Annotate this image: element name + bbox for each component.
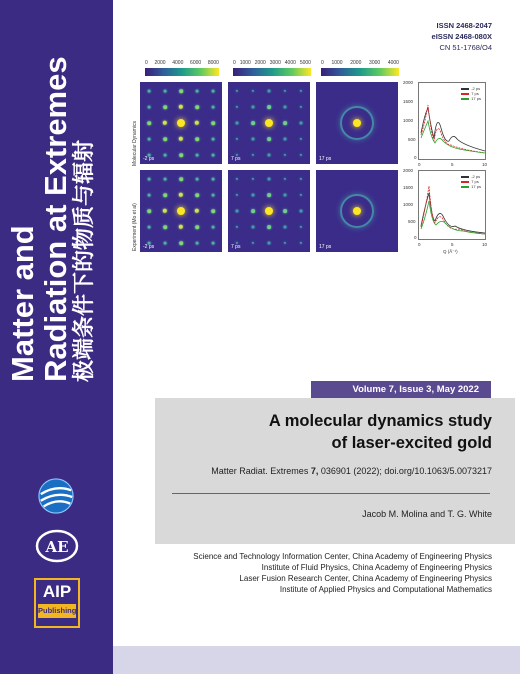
- panel-label: 17 ps: [319, 156, 332, 162]
- y-tick: 0: [414, 235, 417, 240]
- diffraction-spot: [252, 194, 255, 197]
- journal-title-line2: Radiation at Extremes: [38, 56, 73, 382]
- diffraction-spot: [265, 207, 273, 215]
- diffraction-spot: [163, 105, 167, 109]
- diffraction-spot: [267, 137, 271, 141]
- diffraction-spot: [148, 90, 151, 93]
- diffraction-spot: [212, 138, 215, 141]
- diffraction-spot: [251, 121, 255, 125]
- colorbar-tick: 4000: [387, 60, 399, 66]
- colorbar-tick: 3000: [369, 60, 381, 66]
- diffraction-spot: [283, 209, 287, 213]
- diffraction-spot: [212, 154, 215, 157]
- diffraction-spot: [179, 177, 183, 181]
- diffraction-spot: [236, 106, 238, 108]
- diffraction-spot: [212, 106, 215, 109]
- x-tick: 10: [482, 242, 488, 247]
- diffraction-spot: [284, 154, 286, 156]
- diffraction-spot: [196, 178, 199, 181]
- diffraction-spot: [163, 137, 167, 141]
- row-label-experiment: Experiment (Mo et al): [132, 203, 138, 251]
- eissn: eISSN 2468-080X: [431, 32, 492, 41]
- diffraction-spot: [284, 242, 286, 244]
- diffraction-spot: [195, 225, 199, 229]
- panel-label: 7 ps: [231, 156, 241, 162]
- diffraction-spot: [163, 225, 167, 229]
- diffraction-panel-md-7ps: [228, 82, 310, 164]
- article-authors: Jacob M. Molina and T. G. White: [362, 509, 492, 519]
- colorbar-labels-3: [321, 60, 399, 66]
- colorbar-tick: 1000: [239, 60, 251, 66]
- diffraction-spot: [179, 105, 183, 109]
- journal-title-line1: Matter and: [5, 225, 40, 382]
- legend-label: -2 ps: [471, 174, 481, 179]
- diffraction-spot: [252, 178, 254, 180]
- diffraction-spot: [164, 178, 167, 181]
- diffraction-spot: [236, 194, 238, 196]
- journal-title-chinese: 极端条件下的物质与辐射: [72, 139, 97, 382]
- legend-label: 17 ps: [471, 184, 481, 189]
- colorbar-tick: 2000: [254, 60, 266, 66]
- diffraction-spot: [300, 90, 302, 92]
- diffraction-spot: [148, 194, 151, 197]
- x-tick: 10: [482, 162, 488, 167]
- diffraction-spot: [212, 242, 215, 245]
- diffraction-spot: [212, 178, 215, 181]
- diffraction-spot: [252, 106, 255, 109]
- diffraction-spot: [195, 121, 199, 125]
- diffraction-spot: [353, 207, 361, 215]
- diffraction-spot: [195, 193, 199, 197]
- diffraction-spot: [284, 194, 287, 197]
- diffraction-spot: [284, 226, 287, 229]
- diffraction-spot: [236, 122, 239, 125]
- diffraction-spot: [265, 119, 273, 127]
- colorbar-1: [145, 68, 219, 76]
- diffraction-panel-exp-17ps: [316, 170, 398, 252]
- diffraction-spot: [195, 137, 199, 141]
- colorbar-tick: 2000: [350, 60, 362, 66]
- diffraction-spot: [195, 209, 199, 213]
- legend-label: -2 ps: [471, 86, 481, 91]
- diffraction-spot: [177, 207, 185, 215]
- y-tick: 1000: [403, 118, 414, 123]
- diffraction-spot: [196, 154, 199, 157]
- diffraction-spot: [163, 193, 167, 197]
- diffraction-spot: [268, 154, 271, 157]
- legend-label: 7 ps: [471, 179, 479, 184]
- colorbar-labels-2: [233, 60, 311, 66]
- journal-title: [6, 52, 106, 382]
- diffraction-spot: [164, 242, 167, 245]
- panel-label: -2 ps: [143, 244, 155, 250]
- y-tick: 2000: [403, 168, 414, 173]
- citation-volume: 7,: [310, 466, 319, 476]
- diffraction-spot: [179, 225, 183, 229]
- affiliation-line: Science and Technology Information Center, China Academy of Engineering Physics: [193, 552, 492, 561]
- diffraction-spot: [252, 242, 254, 244]
- affiliation-line: Institute of Applied Physics and Computational Mathematics: [279, 585, 492, 594]
- citation-prefix: Matter Radiat. Extremes: [211, 466, 311, 476]
- diffraction-spot: [236, 90, 238, 92]
- diffraction-spot: [179, 153, 183, 157]
- affiliation-line: Laser Fusion Research Center, China Academy of Engineering Physics: [239, 574, 492, 583]
- y-tick: 2000: [403, 80, 414, 85]
- article-title: [269, 410, 492, 454]
- diffraction-spot: [284, 106, 287, 109]
- diffraction-spot: [252, 90, 254, 92]
- diffraction-spot: [300, 226, 302, 228]
- diffraction-spot: [212, 194, 215, 197]
- diffraction-spot: [211, 209, 215, 213]
- lineout-plot-md: [403, 80, 488, 167]
- diffraction-spot: [163, 209, 167, 213]
- diffraction-spot: [283, 121, 287, 125]
- aip-logo-subtext: Publishing: [38, 604, 76, 618]
- aip-logo-text: AIP: [42, 582, 72, 601]
- colorbar-3: [321, 68, 399, 76]
- legend-label: 17 ps: [471, 96, 481, 101]
- diffraction-spot: [268, 242, 271, 245]
- panel-label: -2 ps: [143, 156, 155, 162]
- ae-logo-icon: [35, 528, 79, 564]
- diffraction-spot: [163, 121, 167, 125]
- diffraction-panel-exp-7ps: [228, 170, 310, 252]
- diffraction-spot: [252, 154, 254, 156]
- diffraction-spot: [212, 90, 215, 93]
- diffraction-spot: [148, 106, 151, 109]
- x-tick: 5: [451, 162, 454, 167]
- citation-doi: 036901 (2022); doi.org/10.1063/5.0073217: [318, 466, 492, 476]
- colorbar-tick: 0: [321, 60, 324, 66]
- colorbar-labels-1: [145, 60, 219, 66]
- x-tick: 5: [451, 242, 454, 247]
- journal-spine: [0, 0, 113, 674]
- lineout-curves-experiment: [419, 171, 487, 241]
- diffraction-spot: [353, 119, 361, 127]
- colorbar-tick: 4000: [284, 60, 296, 66]
- diffraction-spot: [267, 105, 271, 109]
- panel-label: 17 ps: [319, 244, 332, 250]
- diffraction-spot: [300, 242, 302, 244]
- diffraction-spot: [148, 226, 151, 229]
- diffraction-spot: [236, 210, 239, 213]
- diffraction-spot: [212, 226, 215, 229]
- diffraction-spot: [236, 226, 238, 228]
- issn: ISSN 2468-2047: [436, 21, 492, 30]
- article-citation: [211, 466, 492, 476]
- issn-block: [432, 20, 492, 53]
- diffraction-spot: [267, 193, 271, 197]
- diffraction-spot: [164, 90, 167, 93]
- diffraction-spot: [268, 178, 271, 181]
- panel-label: 7 ps: [231, 244, 241, 250]
- y-tick: 0: [414, 155, 417, 160]
- y-tick: 1000: [403, 202, 414, 207]
- diffraction-panel-exp-minus2ps: [140, 170, 222, 252]
- bottom-bar: [113, 646, 520, 674]
- lineout-curves-md: [419, 83, 487, 161]
- diffraction-spot: [300, 178, 302, 180]
- diffraction-spot: [284, 178, 286, 180]
- issue-band: Volume 7, Issue 3, May 2022: [311, 381, 491, 398]
- affiliation-line: Institute of Fluid Physics, China Academy of Engineering Physics: [261, 563, 492, 572]
- diffraction-spot: [300, 154, 302, 156]
- colorbar-tick: 6000: [190, 60, 202, 66]
- row-label-md: Molecular Dynamics: [132, 120, 138, 166]
- diffraction-spot: [300, 194, 302, 196]
- colorbar-2: [233, 68, 311, 76]
- diffraction-panel-md-minus2ps: [140, 82, 222, 164]
- diffraction-spot: [252, 226, 255, 229]
- x-tick: 0: [418, 162, 421, 167]
- diffraction-spot: [236, 138, 238, 140]
- diffraction-spot: [251, 209, 255, 213]
- diffraction-spot: [300, 122, 303, 125]
- caep-globe-logo-icon: [37, 477, 75, 515]
- colorbar-tick: 8000: [207, 60, 219, 66]
- y-tick: 1500: [403, 99, 414, 104]
- y-tick: 500: [408, 137, 416, 142]
- diffraction-spot: [236, 178, 238, 180]
- diffraction-spot: [179, 89, 183, 93]
- x-tick: 0: [418, 242, 421, 247]
- article-title-line1: A molecular dynamics study: [268, 412, 492, 430]
- affiliations: [193, 551, 492, 595]
- lineout-plot-experiment: [403, 168, 488, 254]
- colorbar-tick: 0: [145, 60, 148, 66]
- diffraction-spot: [164, 154, 167, 157]
- colorbar-tick: 2000: [154, 60, 166, 66]
- cn-number: CN 51-1768/O4: [439, 43, 492, 52]
- y-tick: 500: [408, 219, 416, 224]
- diffraction-spot: [300, 106, 302, 108]
- diffraction-spot: [252, 138, 255, 141]
- diffraction-spot: [196, 242, 199, 245]
- diffraction-spot: [147, 209, 151, 213]
- diffraction-spot: [177, 119, 185, 127]
- colorbar-tick: 1000: [331, 60, 343, 66]
- diffraction-spot: [179, 193, 183, 197]
- diffraction-spot: [300, 138, 302, 140]
- svg-text:AE: AE: [45, 538, 69, 556]
- diffraction-spot: [179, 241, 183, 245]
- diffraction-spot: [147, 121, 151, 125]
- cover-figure: [128, 60, 498, 260]
- diffraction-spot: [179, 137, 183, 141]
- diffraction-spot: [300, 210, 303, 213]
- diffraction-spot: [148, 242, 151, 245]
- diffraction-spot: [211, 121, 215, 125]
- diffraction-spot: [268, 90, 271, 93]
- diffraction-spot: [196, 90, 199, 93]
- diffraction-panel-md-17ps: [316, 82, 398, 164]
- diffraction-spot: [195, 105, 199, 109]
- divider-rule: [172, 493, 490, 494]
- diffraction-spot: [284, 138, 287, 141]
- colorbar-tick: 0: [233, 60, 236, 66]
- diffraction-spot: [267, 225, 271, 229]
- aip-publishing-logo: [34, 578, 80, 628]
- diffraction-spot: [148, 178, 151, 181]
- plot-xlabel: Q (Å⁻¹): [443, 249, 458, 254]
- colorbar-tick: 5000: [299, 60, 311, 66]
- diffraction-spot: [284, 90, 286, 92]
- diffraction-spot: [148, 138, 151, 141]
- y-tick: 1500: [403, 185, 414, 190]
- legend-label: 7 ps: [471, 91, 479, 96]
- colorbar-tick: 4000: [172, 60, 184, 66]
- article-title-line2: of laser-excited gold: [331, 434, 492, 452]
- diffraction-spot: [148, 154, 151, 157]
- colorbar-tick: 3000: [269, 60, 281, 66]
